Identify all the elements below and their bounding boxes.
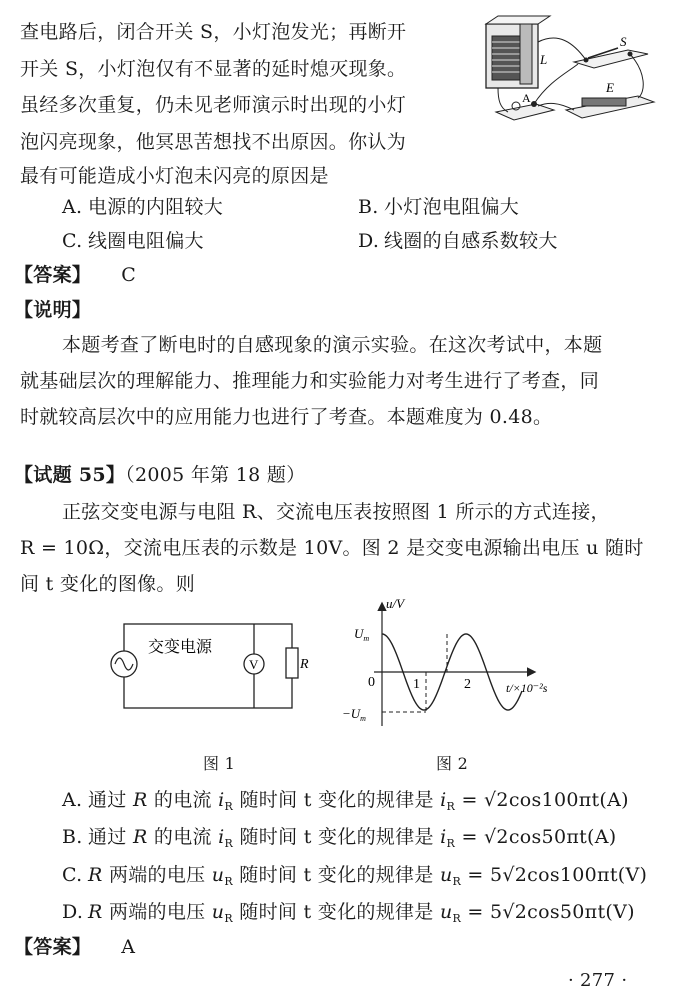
figure-2-graph [334, 596, 596, 736]
option-text: 线圈的自感系数较大 [384, 230, 558, 252]
option-post: 随时间 t 变化的规律是 [232, 864, 440, 886]
q54-option-d [358, 228, 558, 254]
q54-answer [14, 262, 136, 288]
q54-explain-line-2: 就基础层次的理解能力、推理能力和实验能力对考生进行了考查，同 [20, 370, 600, 392]
option-quantity: u [211, 864, 225, 886]
option-rhs: = √2cos50πt(A) [455, 826, 617, 848]
option-mid: 的电流 [147, 826, 219, 848]
q55-stem-line-3: 间 t 变化的图像。则 [20, 573, 196, 595]
option-quantity: i [218, 826, 225, 848]
q55-option-d [62, 899, 635, 932]
option-lhs-sub: R [446, 837, 456, 850]
option-letter: C. [62, 864, 83, 886]
option-lhs: u [439, 901, 453, 923]
option-letter: B. [358, 196, 379, 218]
q55-source: （2005 年第 18 题） [125, 464, 306, 486]
um-label: $U_m$ [354, 626, 370, 643]
option-quantity-sub: R [224, 912, 233, 925]
option-letter: D. [62, 901, 84, 923]
q55-stem-line-1: 正弦交变电源与电阻 R、交流电压表按照图 1 所示的方式连接， [62, 501, 610, 523]
figure-2-caption: 图 2 [436, 754, 469, 773]
option-lhs: i [440, 826, 447, 848]
option-var: R [132, 826, 148, 848]
y-axis-label: u/V [386, 596, 405, 611]
q54-line-2: 开关 S，小灯泡仅有不显著的延时熄灭现象。 [20, 58, 407, 80]
resistor-symbol [286, 648, 298, 678]
q54-option-a [62, 194, 223, 220]
option-rhs: = 5√2cos100πt(V) [461, 864, 648, 886]
ac-source-symbol [111, 651, 137, 677]
option-var: R [132, 789, 148, 811]
option-pre: 通过 [88, 826, 133, 848]
answer-value: C [121, 264, 137, 286]
option-letter: D. [358, 230, 380, 252]
option-text: 线圈电阻偏大 [88, 230, 204, 252]
option-post: 随时间 t 变化的规律是 [233, 826, 441, 848]
x-axis-label: t/×10⁻²s [506, 681, 548, 695]
figure-1-circuit [100, 612, 310, 722]
option-quantity: u [211, 901, 225, 923]
x-tick-2: 2 [464, 677, 471, 692]
option-rhs: = 5√2cos50πt(V) [461, 901, 635, 923]
q54-option-c [62, 228, 204, 254]
option-lhs: i [440, 789, 447, 811]
option-lhs-sub: R [452, 912, 462, 925]
q55-answer [14, 934, 135, 960]
q55-option-c [62, 862, 647, 895]
label-S: S [620, 34, 627, 49]
q54-option-b [358, 194, 519, 220]
option-mid: 的电流 [147, 789, 219, 811]
answer-label: 【答案】 [14, 936, 92, 958]
option-letter: A. [62, 196, 83, 218]
option-text: 小灯泡电阻偏大 [384, 196, 520, 218]
option-pre: 通过 [88, 789, 133, 811]
option-var: R [88, 901, 103, 923]
option-var: R [88, 864, 103, 886]
neg-um-label: $-U_m$ [342, 706, 366, 723]
answer-label: 【答案】 [14, 264, 92, 286]
voltmeter-label: V [249, 657, 259, 672]
ac-source-label: 交变电源 [148, 639, 213, 656]
option-lhs-sub: R [446, 800, 456, 813]
q54-line-5: 最有可能造成小灯泡未闪亮的原因是 [20, 165, 329, 187]
resistor-label: R [300, 657, 309, 672]
option-mid: 两端的电压 [102, 901, 212, 923]
q54-line-3: 虽经多次重复，仍未见老师演示时出现的小灯 [20, 94, 407, 116]
option-letter: C. [62, 230, 83, 252]
label-L: L [540, 52, 548, 67]
page-number: · 277 · [568, 970, 628, 991]
q54-line-1: 查电路后，闭合开关 S，小灯泡发光；再断开 [20, 21, 407, 43]
option-letter: B. [62, 826, 83, 848]
circuit-loop [124, 624, 292, 708]
q54-explain-line-3: 时就较高层次中的应用能力也进行了考查。本题难度为 0.48。 [20, 406, 553, 428]
option-lhs-sub: R [452, 875, 462, 888]
option-letter: A. [62, 789, 83, 811]
option-post: 随时间 t 变化的规律是 [233, 789, 441, 811]
q55-heading [14, 462, 306, 488]
option-text: 电源的内阻较大 [88, 196, 224, 218]
q55-title: 【试题 55】 [14, 464, 126, 486]
option-rhs: = √2cos100πt(A) [455, 789, 629, 811]
option-post: 随时间 t 变化的规律是 [232, 901, 440, 923]
q54-explain-line-1: 本题考查了断电时的自感现象的演示实验。在这次考试中，本题 [62, 334, 603, 356]
answer-value: A [121, 936, 136, 958]
q55-option-a [62, 787, 629, 820]
option-quantity-sub: R [224, 800, 234, 813]
origin-label: 0 [368, 675, 375, 690]
option-quantity-sub: R [224, 837, 234, 850]
figure-1-caption: 图 1 [203, 754, 236, 773]
x-tick-1: 1 [413, 677, 420, 692]
q55-option-b [62, 824, 617, 857]
option-quantity: i [218, 789, 225, 811]
option-quantity-sub: R [224, 875, 233, 888]
option-lhs: u [439, 864, 453, 886]
q55-stem-line-2: R = 10Ω，交流电压表的示数是 10V。图 2 是交变电源输出电压 u 随时 [20, 537, 644, 559]
label-E: E [606, 80, 614, 95]
option-mid: 两端的电压 [102, 864, 212, 886]
battery-board [566, 96, 654, 118]
q54-explain-label: 【说明】 [14, 299, 92, 321]
label-A: A [522, 91, 531, 105]
q54-line-4: 泡闪亮现象，他冥思苦想找不出原因。你认为 [20, 131, 407, 153]
apparatus-illustration [478, 12, 658, 132]
